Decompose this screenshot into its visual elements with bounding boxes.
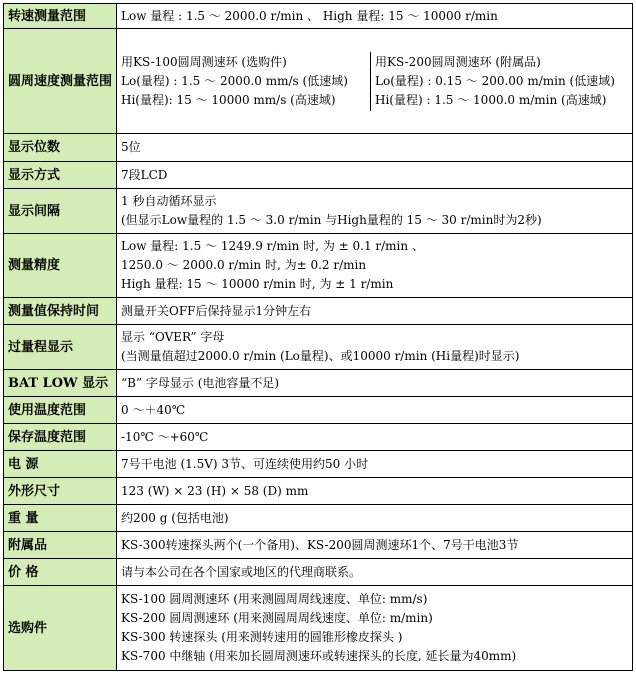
- row-label: 电 源: [4, 451, 117, 478]
- spec-table: [3, 3, 633, 671]
- text-line: Lo(量程) : 0.15 ～ 200.00 m/min (低速域): [375, 73, 615, 88]
- row-value: [117, 29, 633, 134]
- row-label: 测量精度: [4, 234, 117, 298]
- row-value: 7号干电池 (1.5V) 3节、可连续使用约50 小时: [117, 451, 633, 478]
- row-label: 外形尺寸: [4, 478, 117, 505]
- table-row: [4, 505, 633, 532]
- row-label: 显示位数: [4, 134, 117, 162]
- text-line: Hi(量程) : 1.5 ～ 1000.0 m/min (高速域): [375, 92, 607, 107]
- row-value: 请与本公司在各个国家或地区的代理商联系。: [117, 559, 633, 586]
- text-line: Low 量程: 1.5 ～ 1249.9 r/min 时, 为 ± 0.1 r/min 、: [121, 239, 424, 253]
- row-value: -10℃ ～+60℃: [117, 424, 633, 451]
- row-value: 123 (W) × 23 (H) × 58 (D) mm: [117, 478, 633, 505]
- table-row: [4, 424, 633, 451]
- text-line: KS-200 圆周测速环 (用来测圆周周线速度、单位: m/min): [121, 611, 433, 625]
- row-label: 显示方式: [4, 162, 117, 189]
- row-label: 附属品: [4, 532, 117, 559]
- ks100-column: [117, 52, 371, 111]
- row-value: [117, 234, 633, 298]
- row-value: [117, 325, 633, 370]
- ks200-column: [371, 52, 633, 111]
- text-line: KS-300 转速探头 (用来测转速用的圆锥形橡皮探头 ): [121, 630, 403, 644]
- text-line: 1 秒自动循环显示: [121, 194, 217, 208]
- table-row: [4, 162, 633, 189]
- table-row: [4, 586, 633, 671]
- table-row: [4, 234, 633, 298]
- row-label: 过量程显示: [4, 325, 117, 370]
- table-row: [4, 134, 633, 162]
- row-value: Low 量程 : 1.5 ～ 2000.0 r/min 、 High 量程: 15 ～ 10000 r/min: [117, 4, 633, 29]
- table-row: [4, 4, 633, 29]
- table-row: [4, 189, 633, 234]
- row-label: 使用温度范围: [4, 397, 117, 424]
- row-label: 重 量: [4, 505, 117, 532]
- text-line: High 量程: 15 ～ 10000 r/min 时, 为 ± 1 r/min: [121, 277, 394, 291]
- table-row: [4, 532, 633, 559]
- text-line: (但显示Low量程的 1.5 ～ 3.0 r/min 与High量程的 15 ～ 30 r/min时为2秒): [121, 213, 542, 227]
- row-value: [117, 189, 633, 234]
- row-label: 测量值保持时间: [4, 298, 117, 325]
- text-line: 用KS-100圆周测速环 (选购件): [121, 54, 287, 69]
- text-line: KS-100 圆周测速环 (用来测圆周周线速度、单位: mm/s): [121, 592, 428, 606]
- row-value: 5位: [117, 134, 633, 162]
- row-value: [117, 586, 633, 671]
- row-label: 显示间隔: [4, 189, 117, 234]
- row-value: KS-300转速探头两个(一个备用)、KS-200圆周测速环1个、7号干电池3节: [117, 532, 633, 559]
- text-line: Lo(量程) : 1.5 ～ 2000.0 mm/s (低速域): [121, 73, 348, 88]
- text-line: 用KS-200圆周测速环 (附属品): [375, 54, 541, 69]
- text-line: (当测量值超过2000.0 r/min (Lo量程)、或10000 r/min (Hi量程)时显示): [121, 349, 520, 363]
- table-row: [4, 451, 633, 478]
- row-value: 0 ～＋40℃: [117, 397, 633, 424]
- table-row: [4, 478, 633, 505]
- row-label: 选购件: [4, 586, 117, 671]
- text-line: KS-700 中继轴 (用来加长圆周测速环或转速探头的长度, 延长量为40mm): [121, 649, 517, 663]
- table-row: [4, 29, 633, 134]
- row-label: 价 格: [4, 559, 117, 586]
- table-row: [4, 325, 633, 370]
- row-label: 转速测量范围: [4, 4, 117, 29]
- table-row: [4, 397, 633, 424]
- row-value: “B” 字母显示 (电池容量不足): [117, 370, 633, 397]
- row-label: 保存温度范围: [4, 424, 117, 451]
- text-line: 显示 “OVER” 字母: [121, 330, 225, 344]
- table-row: [4, 370, 633, 397]
- table-row: [4, 559, 633, 586]
- row-value: 测量开关OFF后保持显示1分钟左右: [117, 298, 633, 325]
- row-value: 约200 g (包括电池): [117, 505, 633, 532]
- surface-speed-subtable: [117, 52, 632, 111]
- row-label: BAT LOW 显示: [4, 370, 117, 397]
- table-row: [4, 298, 633, 325]
- text-line: 1250.0 ～ 2000.0 r/min 时, 为± 0.2 r/min: [121, 258, 367, 272]
- text-line: Hi(量程): 15 ～ 10000 mm/s (高速域): [121, 92, 336, 107]
- row-label: 圆周速度测量范围: [4, 29, 117, 134]
- row-value: 7段LCD: [117, 162, 633, 189]
